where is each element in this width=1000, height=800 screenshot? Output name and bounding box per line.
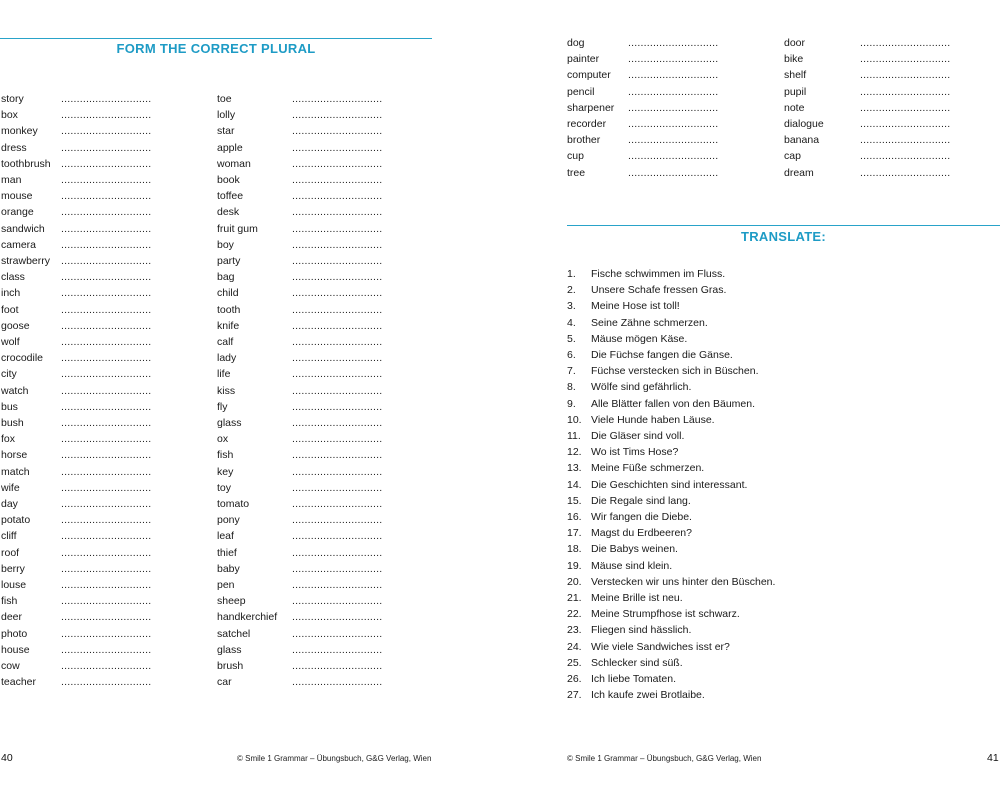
word-label: desk [217,206,240,219]
word-label: shelf [784,69,807,82]
word-label: cow [1,660,20,672]
answer-blank: ............................. [292,562,383,575]
word-label: crocodile [1,352,44,365]
word-label: bike [784,53,804,66]
answer-blank: ............................. [292,141,383,154]
answer-blank: ............................. [860,101,951,114]
item-number: 7. [567,365,576,378]
word-label: match [1,465,30,478]
item-number: 23. [567,624,582,637]
word-label: lady [217,352,237,365]
answer-blank: ............................. [61,433,152,446]
answer-blank: ............................. [860,118,951,130]
right-page [500,0,1000,800]
word-label: lolly [217,109,236,122]
answer-blank: ............................. [292,514,383,527]
word-label: fly [217,400,228,413]
answer-blank: ............................. [292,303,383,316]
item-number: 11. [567,430,581,442]
word-label: kiss [217,384,236,397]
item-number: 14. [567,478,582,491]
word-label: strawberry [1,255,51,267]
word-label: foot [1,303,19,316]
answer-blank: ............................. [61,319,152,332]
word-label: apple [217,141,243,154]
word-label: door [784,37,806,49]
answer-blank: ............................. [61,465,152,478]
item-number: 21. [567,592,582,604]
word-label: car [217,676,232,689]
word-label: key [217,465,234,478]
item-number: 9. [567,397,576,410]
answer-blank: ............................. [61,400,152,413]
german-sentence: Meine Strumpfhose ist schwarz. [591,608,740,621]
answer-blank: ............................. [860,150,951,163]
word-label: pupil [784,85,807,98]
word-label: toy [217,481,232,494]
word-label: tree [567,166,586,179]
word-label: thief [217,546,237,559]
word-label: dream [784,166,814,179]
german-sentence: Die Füchse fangen die Gänse. [591,349,733,361]
answer-blank: ............................. [860,37,951,49]
word-label: fish [1,595,18,608]
word-label: leaf [217,530,234,543]
answer-blank: ............................. [860,166,951,179]
answer-blank: ............................. [61,579,152,591]
german-sentence: Schlecker sind süß. [591,656,683,669]
word-label: man [1,174,22,186]
answer-blank: ............................. [860,134,951,147]
item-number: 25. [567,656,582,669]
answer-blank: ............................. [61,287,152,300]
german-sentence: Wie viele Sandwiches isst er? [591,640,730,653]
answer-blank: ............................. [292,433,383,446]
german-sentence: Fische schwimmen im Fluss. [591,268,726,280]
word-label: child [217,287,239,300]
answer-blank: ............................. [292,384,383,397]
answer-blank: ............................. [61,336,152,348]
word-label: roof [1,546,20,559]
word-label: bag [217,271,235,284]
german-sentence: Meine Hose ist toll! [591,300,680,313]
answer-blank: ............................. [292,319,383,332]
word-label: sharpener [567,101,615,114]
word-label: toffee [217,190,244,203]
word-label: dog [567,37,585,49]
word-label: glass [217,417,242,429]
answer-blank: ............................. [61,643,152,656]
german-sentence: Wir fangen die Diebe. [591,511,692,523]
word-label: note [784,101,805,114]
answer-blank: ............................. [628,53,719,66]
answer-blank: ............................. [292,611,383,624]
answer-blank: ............................. [61,384,152,397]
item-number: 24. [567,640,582,653]
item-number: 22. [567,608,582,621]
word-label: wife [1,481,20,494]
word-label: fruit gum [217,222,258,235]
word-label: goose [1,319,30,332]
word-label: mouse [1,190,33,203]
answer-blank: ............................. [61,238,152,251]
answer-blank: ............................. [628,101,719,114]
answer-blank: ............................. [292,643,383,656]
item-number: 19. [567,559,582,572]
item-number: 4. [567,316,576,329]
word-label: camera [1,238,37,251]
answer-blank: ............................. [628,118,719,130]
word-label: star [217,125,235,138]
word-label: photo [1,627,28,640]
answer-blank: ............................. [628,150,719,163]
answer-blank: ............................. [860,85,951,98]
word-label: louse [1,579,27,591]
item-number: 1. [567,268,576,280]
word-label: calf [217,336,234,348]
item-number: 18. [567,543,582,556]
answer-blank: ............................. [292,109,383,122]
word-label: bush [1,417,24,429]
word-label: pencil [567,85,595,98]
german-sentence: Verstecken wir uns hinter den Büschen. [591,575,776,588]
answer-blank: ............................. [292,206,383,219]
word-label: painter [567,53,600,66]
item-number: 27. [567,689,582,702]
word-label: ox [217,433,229,446]
item-number: 10. [567,413,582,426]
word-label: story [1,93,24,105]
item-number: 5. [567,332,576,345]
german-sentence: Unsere Schafe fressen Gras. [591,284,727,297]
answer-blank: ............................. [292,595,383,608]
answer-blank: ............................. [292,627,383,640]
word-label: teacher [1,676,37,689]
german-sentence: Mäuse sind klein. [591,559,673,572]
word-label: tooth [217,303,241,316]
word-label: toothbrush [1,157,51,170]
answer-blank: ............................. [61,368,152,381]
answer-blank: ............................. [292,498,383,510]
answer-blank: ............................. [628,69,719,82]
answer-blank: ............................. [61,125,152,138]
word-label: pen [217,579,235,591]
german-sentence: Die Babys weinen. [591,543,678,556]
word-label: deer [1,611,23,624]
answer-blank: ............................. [292,579,383,591]
word-label: box [1,109,18,122]
word-label: brother [567,134,601,147]
answer-blank: ............................. [61,255,152,267]
answer-blank: ............................. [292,174,383,186]
word-label: cap [784,150,801,163]
page-number: 40 [1,752,13,764]
word-label: dialogue [784,118,824,130]
translate-title: TRANSLATE: [740,229,827,244]
answer-blank: ............................. [628,37,719,49]
answer-blank: ............................. [61,157,152,170]
german-sentence: Die Geschichten sind interessant. [591,478,748,491]
german-sentence: Die Regale sind lang. [591,494,691,507]
item-number: 6. [567,349,576,361]
german-sentence: Meine Brille ist neu. [591,592,683,604]
item-number: 8. [567,381,576,394]
word-label: horse [1,449,28,462]
answer-blank: ............................. [61,627,152,640]
item-number: 26. [567,673,582,685]
word-label: city [1,368,17,381]
answer-blank: ............................. [61,190,152,203]
answer-blank: ............................. [61,174,152,186]
answer-blank: ............................. [61,303,152,316]
word-label: class [1,271,25,284]
answer-blank: ............................. [61,271,152,284]
answer-blank: ............................. [292,125,383,138]
answer-blank: ............................. [292,352,383,365]
word-label: recorder [567,118,607,130]
answer-blank: ............................. [628,85,719,98]
item-number: 13. [567,462,582,475]
word-label: wolf [1,336,20,348]
answer-blank: ............................. [61,562,152,575]
answer-blank: ............................. [61,611,152,624]
answer-blank: ............................. [292,287,383,300]
word-label: glass [217,643,242,656]
answer-blank: ............................. [292,368,383,381]
answer-blank: ............................. [292,465,383,478]
answer-blank: ............................. [61,141,152,154]
answer-blank: ............................. [61,449,152,462]
answer-blank: ............................. [61,676,152,689]
word-label: orange [1,206,34,219]
german-sentence: Alle Blätter fallen von den Bäumen. [591,397,756,410]
word-label: boy [217,238,234,251]
answer-blank: ............................. [61,530,152,543]
answer-blank: ............................. [61,660,152,672]
word-label: toe [217,93,232,105]
answer-blank: ............................. [292,400,383,413]
word-label: day [1,498,18,510]
word-label: book [217,174,240,186]
german-sentence: Ich kaufe zwei Brotlaibe. [591,689,705,702]
answer-blank: ............................. [292,271,383,284]
page-number: 41 [987,752,999,764]
word-label: bus [1,400,18,413]
answer-blank: ............................. [628,166,719,179]
word-label: knife [217,319,240,332]
answer-blank: ............................. [61,514,152,527]
german-sentence: Ich liebe Tomaten. [591,673,677,685]
answer-blank: ............................. [61,206,152,219]
word-label: sandwich [1,222,45,235]
word-label: tomato [217,498,250,510]
item-number: 16. [567,511,582,523]
german-sentence: Mäuse mögen Käse. [591,332,688,345]
word-label: fish [217,449,234,462]
german-sentence: Magst du Erdbeeren? [591,527,692,540]
answer-blank: ............................. [292,222,383,235]
word-label: satchel [217,627,251,640]
answer-blank: ............................. [292,190,383,203]
word-label: cliff [1,530,17,543]
answer-blank: ............................. [61,93,152,105]
word-label: woman [217,157,251,170]
german-sentence: Meine Füße schmerzen. [591,462,705,475]
german-sentence: Fliegen sind hässlich. [591,624,692,637]
word-label: berry [1,562,25,575]
answer-blank: ............................. [292,255,383,267]
word-label: banana [784,134,820,147]
item-number: 3. [567,300,576,313]
item-number: 2. [567,284,576,297]
answer-blank: ............................. [292,660,383,672]
answer-blank: ............................. [61,222,152,235]
answer-blank: ............................. [61,109,152,122]
word-label: computer [567,69,611,82]
word-label: watch [1,384,29,397]
word-label: life [217,368,231,381]
answer-blank: ............................. [292,676,383,689]
answer-blank: ............................. [860,53,951,66]
item-number: 17. [567,527,582,540]
word-label: dress [1,141,27,154]
word-label: sheep [217,595,246,608]
title-rule [0,38,432,39]
word-label: potato [1,514,31,527]
answer-blank: ............................. [292,449,383,462]
german-sentence: Seine Zähne schmerzen. [591,316,708,329]
answer-blank: ............................. [292,93,383,105]
answer-blank: ............................. [292,546,383,559]
answer-blank: ............................. [292,238,383,251]
word-label: pony [217,514,240,527]
answer-blank: ............................. [61,481,152,494]
word-label: brush [217,660,244,672]
translate-rule [567,225,1000,226]
item-number: 20. [567,575,582,588]
answer-blank: ............................. [292,481,383,494]
german-sentence: Füchse verstecken sich in Büschen. [591,365,759,378]
item-number: 15. [567,494,582,507]
answer-blank: ............................. [61,595,152,608]
answer-blank: ............................. [292,530,383,543]
german-sentence: Die Gläser sind voll. [591,430,685,442]
word-label: house [1,643,30,656]
word-label: fox [1,433,16,446]
word-label: baby [217,562,240,575]
answer-blank: ............................. [292,417,383,429]
plural-exercise-title: FORM THE CORRECT PLURAL [116,41,316,56]
word-label: cup [567,150,584,163]
answer-blank: ............................. [292,336,383,348]
answer-blank: ............................. [628,134,719,147]
german-sentence: Wo ist Tims Hose? [591,446,679,459]
word-label: handkerchief [217,611,278,624]
answer-blank: ............................. [292,157,383,170]
answer-blank: ............................. [61,546,152,559]
item-number: 12. [567,446,582,459]
german-sentence: Viele Hunde haben Läuse. [591,413,715,426]
german-sentence: Wölfe sind gefährlich. [591,381,692,394]
answer-blank: ............................. [860,69,951,82]
answer-blank: ............................. [61,417,152,429]
word-label: monkey [1,125,38,138]
copyright-footer: © Smile 1 Grammar – Übungsbuch, G&G Verlag, Wien [237,754,432,763]
word-label: party [217,255,241,267]
answer-blank: ............................. [61,498,152,510]
answer-blank: ............................. [61,352,152,365]
copyright-footer: © Smile 1 Grammar – Übungsbuch, G&G Verlag, Wien [567,754,762,763]
word-label: inch [1,287,21,300]
